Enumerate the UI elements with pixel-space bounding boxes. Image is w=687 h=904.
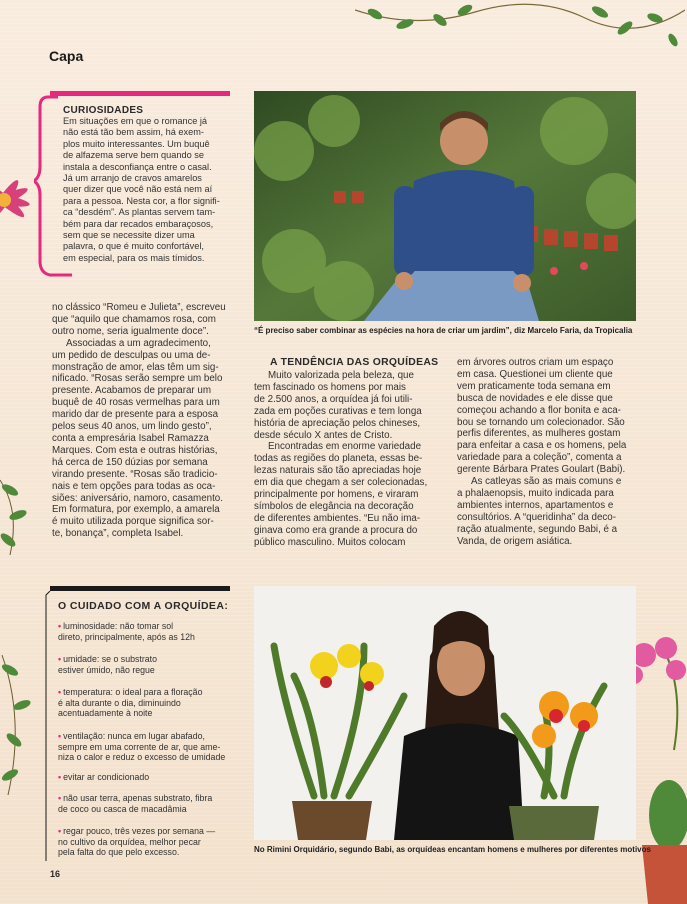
care-item bbox=[58, 731, 238, 763]
care-item bbox=[58, 772, 238, 783]
text-line: Já um arranjo de cravos amarelos bbox=[63, 173, 202, 184]
text-line: ração atualmente, segundo Babi, é a bbox=[457, 523, 618, 535]
bullet-icon: • bbox=[58, 654, 62, 664]
text-line: Marques. Com esta e outras histórias, bbox=[52, 444, 218, 456]
text-line: ambientes internos, apartamentos e bbox=[457, 499, 614, 511]
text-line: Vanda, de origem asiática. bbox=[457, 535, 573, 547]
cuidado-left-border bbox=[40, 591, 54, 861]
paragraph bbox=[254, 370, 444, 441]
text-line bbox=[58, 731, 238, 742]
leaf-decoration-left bbox=[0, 470, 40, 560]
text-line: história de apreciação pelos chineses, bbox=[254, 417, 421, 429]
text-line: consultórios. A “queridinha” da deco- bbox=[457, 511, 617, 523]
text-line: desde século X antes de Cristo. bbox=[254, 429, 393, 441]
text-line: começou achando a flor bonita e aca- bbox=[457, 404, 621, 416]
care-item-text: no cultivo da orquídea, melhor pecar bbox=[58, 836, 201, 847]
text-line: Encontradas em enorme variedade bbox=[268, 441, 422, 453]
text-line bbox=[58, 654, 238, 665]
pink-flower-decoration bbox=[0, 155, 34, 245]
section-label: Capa bbox=[49, 48, 84, 64]
text-line bbox=[58, 742, 238, 753]
text-line: sem que se necessite dizer uma bbox=[63, 230, 195, 241]
page-number: 16 bbox=[50, 869, 61, 879]
curiosidades-title: CURIOSIDADES bbox=[63, 105, 144, 116]
text-line: em dia que chegam a ser colecionadas, bbox=[254, 477, 428, 489]
text-line: outro nome, seria igualmente doce”. bbox=[52, 325, 209, 337]
orquideas-heading: A TENDÊNCIA DAS ORQUÍDEAS bbox=[270, 357, 439, 368]
text-line: Associadas a um agradecimento, bbox=[66, 337, 211, 349]
text-line bbox=[58, 826, 238, 837]
care-item-text: ventilação: nunca em lugar abafado, bbox=[63, 731, 205, 741]
cuidado-title: O CUIDADO COM A ORQUÍDEA: bbox=[58, 600, 229, 612]
care-item-text: direto, principalmente, após as 12h bbox=[58, 631, 195, 642]
text-line: buquê de 40 rosas vermelhas para um bbox=[52, 397, 220, 409]
paragraph bbox=[52, 302, 243, 338]
paragraph bbox=[254, 441, 444, 548]
text-line: Em situações em que o romance já bbox=[63, 116, 208, 126]
photo1-caption: “É preciso saber combinar as espécies na hora de criar um jardim”, diz Marcelo Faria, da Tropicalia bbox=[254, 326, 633, 335]
text-line: plos muito interessantes. Um buquê bbox=[63, 138, 210, 149]
text-line: de alfazema serve bem quando se bbox=[63, 150, 204, 161]
text-line: tem fascinado os homens por mais bbox=[254, 381, 406, 393]
text-line: ginava como era grande a procura do bbox=[254, 524, 418, 536]
care-item-text: é alta durante o dia, diminuindo bbox=[58, 697, 181, 708]
care-item bbox=[58, 621, 238, 642]
text-line: no clássico “Romeu e Julieta”, escreveu bbox=[52, 302, 226, 313]
photo-babi-orchids bbox=[254, 586, 636, 840]
text-line: público masculino. Muitos colocam bbox=[254, 536, 406, 548]
care-item-text: niza o calor e reduz o excesso de umidade bbox=[58, 752, 226, 763]
text-line: siões: aniversário, namoro, casamento. bbox=[52, 492, 223, 504]
text-line: principalmente por homens, e viraram bbox=[254, 489, 419, 501]
text-line: símbolos de elegância na decoração bbox=[254, 500, 414, 512]
text-line bbox=[58, 772, 238, 783]
care-item-text: umidade: se o substrato bbox=[63, 654, 157, 664]
care-item-text: acentuadamente à noite bbox=[58, 708, 153, 719]
text-line: palavra, o que é muito confortável, bbox=[63, 241, 204, 252]
text-line: para a pessoa. Nesta cor, a flor signifi- bbox=[63, 195, 220, 206]
leaf-decoration-left-lower bbox=[0, 650, 45, 800]
text-line: bém para dar recados embaraçosos, bbox=[63, 218, 214, 229]
paragraph bbox=[457, 476, 638, 547]
text-line: nificado. “Rosas serão sempre um belo bbox=[52, 373, 223, 385]
text-line: Em formatura, por exemplo, a amarela bbox=[52, 504, 220, 516]
text-line: Muito valorizada pela beleza, que bbox=[268, 370, 414, 381]
text-line: de 2.500 anos, a orquídea já foi utili- bbox=[254, 393, 413, 405]
care-item-text: de coco ou casca de macadâmia bbox=[58, 803, 187, 814]
care-item bbox=[58, 793, 238, 814]
text-line: um pedido de desculpas ou uma de- bbox=[52, 349, 211, 361]
text-line: virando presente. “Rosas são tradicio- bbox=[52, 468, 218, 480]
care-item-text: luminosidade: não tomar sol bbox=[63, 621, 174, 631]
text-line bbox=[58, 804, 238, 815]
middle-column-text bbox=[254, 370, 444, 549]
text-line bbox=[58, 793, 238, 804]
text-line bbox=[58, 665, 238, 676]
care-item-text: temperatura: o ideal para a floração bbox=[63, 687, 203, 697]
bullet-icon: • bbox=[58, 826, 62, 836]
text-line: monstração de amor, elas têm um sig- bbox=[52, 361, 219, 373]
care-item-text: pela falta do que pelo excesso. bbox=[58, 847, 180, 858]
text-line: não está tão bem assim, há exem- bbox=[63, 127, 204, 138]
curiosidades-accent-bar bbox=[50, 91, 230, 96]
text-line bbox=[58, 621, 238, 632]
text-line: em casa. Questionei um cliente que bbox=[457, 368, 613, 380]
text-line bbox=[58, 847, 238, 858]
care-item-text: estiver úmido, não regue bbox=[58, 664, 155, 675]
text-line: instala a desconfiança entre o casal. bbox=[63, 161, 212, 172]
text-line bbox=[58, 708, 238, 719]
text-line bbox=[58, 632, 238, 643]
right-column-text bbox=[457, 357, 638, 548]
bullet-icon: • bbox=[58, 731, 62, 741]
text-line bbox=[58, 698, 238, 709]
care-item bbox=[58, 826, 238, 858]
text-line: busca de novidades e ele disse que bbox=[457, 392, 613, 404]
text-line: bou se tornando um colecionador. São bbox=[457, 416, 625, 428]
text-line: para enfeitar a casa e os homens, pela bbox=[457, 440, 627, 452]
text-line: As catleyas são as mais comuns e bbox=[471, 476, 622, 488]
care-item-text: não usar terra, apenas substrato, fibra bbox=[63, 793, 213, 803]
care-item bbox=[58, 654, 238, 675]
text-line: variedade para a coleção”, comenta a bbox=[457, 452, 622, 464]
text-line: gerente Bárbara Prates Goulart (Babi). bbox=[457, 464, 626, 476]
curiosidades-body bbox=[63, 116, 241, 264]
text-line: pelos seus 40 anos, um lindo gesto”, bbox=[52, 421, 212, 433]
text-line: de diferentes ambientes. “Eu não ima- bbox=[254, 512, 421, 524]
text-line bbox=[58, 837, 238, 848]
text-line: que “aquilo que chamamos rosa, com bbox=[52, 313, 216, 325]
bullet-icon: • bbox=[58, 621, 62, 631]
text-line: te, bonança”, completa Isabel. bbox=[52, 528, 184, 540]
text-line: a phalaenopsis, muito indicada para bbox=[457, 487, 614, 499]
left-column-text bbox=[52, 302, 243, 540]
text-line: conta a empresária Isabel Ramazza bbox=[52, 432, 209, 444]
text-line: marido dar de presente para a esposa bbox=[52, 409, 219, 421]
text-line: zada em poções curativas e tem longa bbox=[254, 405, 422, 417]
text-line bbox=[58, 687, 238, 698]
text-line: lezas naturais são tão apreciadas hoje bbox=[254, 465, 422, 477]
care-item-text: sempre em uma corrente de ar, que ame- bbox=[58, 741, 221, 752]
text-line: perfis diferentes, as mulheres gostam bbox=[457, 428, 621, 440]
text-line: vem praticamente toda semana em bbox=[457, 380, 611, 392]
text-line: há cerca de 150 dúzias por semana bbox=[52, 456, 208, 468]
text-line: quer dizer que você não está nem aí bbox=[63, 184, 213, 195]
text-line: todas as regiões do planeta, essas be- bbox=[254, 453, 423, 465]
bullet-icon: • bbox=[58, 793, 62, 803]
paragraph bbox=[52, 338, 243, 540]
text-line: presente. Acabamos de preparar um bbox=[52, 385, 212, 397]
care-item-text: regar pouco, três vezes por semana — bbox=[63, 826, 216, 836]
care-item bbox=[58, 687, 238, 719]
bullet-icon: • bbox=[58, 687, 62, 697]
paragraph bbox=[457, 357, 638, 476]
photo2-caption: No Rimini Orquidário, segundo Babi, as orquídeas encantam homens e mulheres por diferentes motivos bbox=[254, 845, 651, 854]
text-line: ca “desdém”. As plantas servem tam- bbox=[63, 207, 216, 218]
leaf-vine-decoration-top bbox=[355, 0, 685, 60]
bullet-icon: • bbox=[58, 772, 62, 782]
text-line: em especial, para os mais tímidos. bbox=[63, 252, 205, 263]
care-item-text: evitar ar condicionado bbox=[63, 772, 150, 782]
photo-marcelo-faria bbox=[254, 91, 636, 321]
text-line bbox=[58, 752, 238, 763]
text-line: nais e tem opções para todas as oca- bbox=[52, 480, 216, 492]
text-line: é muito utilizada porque significa sor- bbox=[52, 516, 214, 528]
cuidado-accent-bar bbox=[50, 586, 230, 591]
text-line: em árvores outros criam um espaço bbox=[457, 357, 614, 368]
